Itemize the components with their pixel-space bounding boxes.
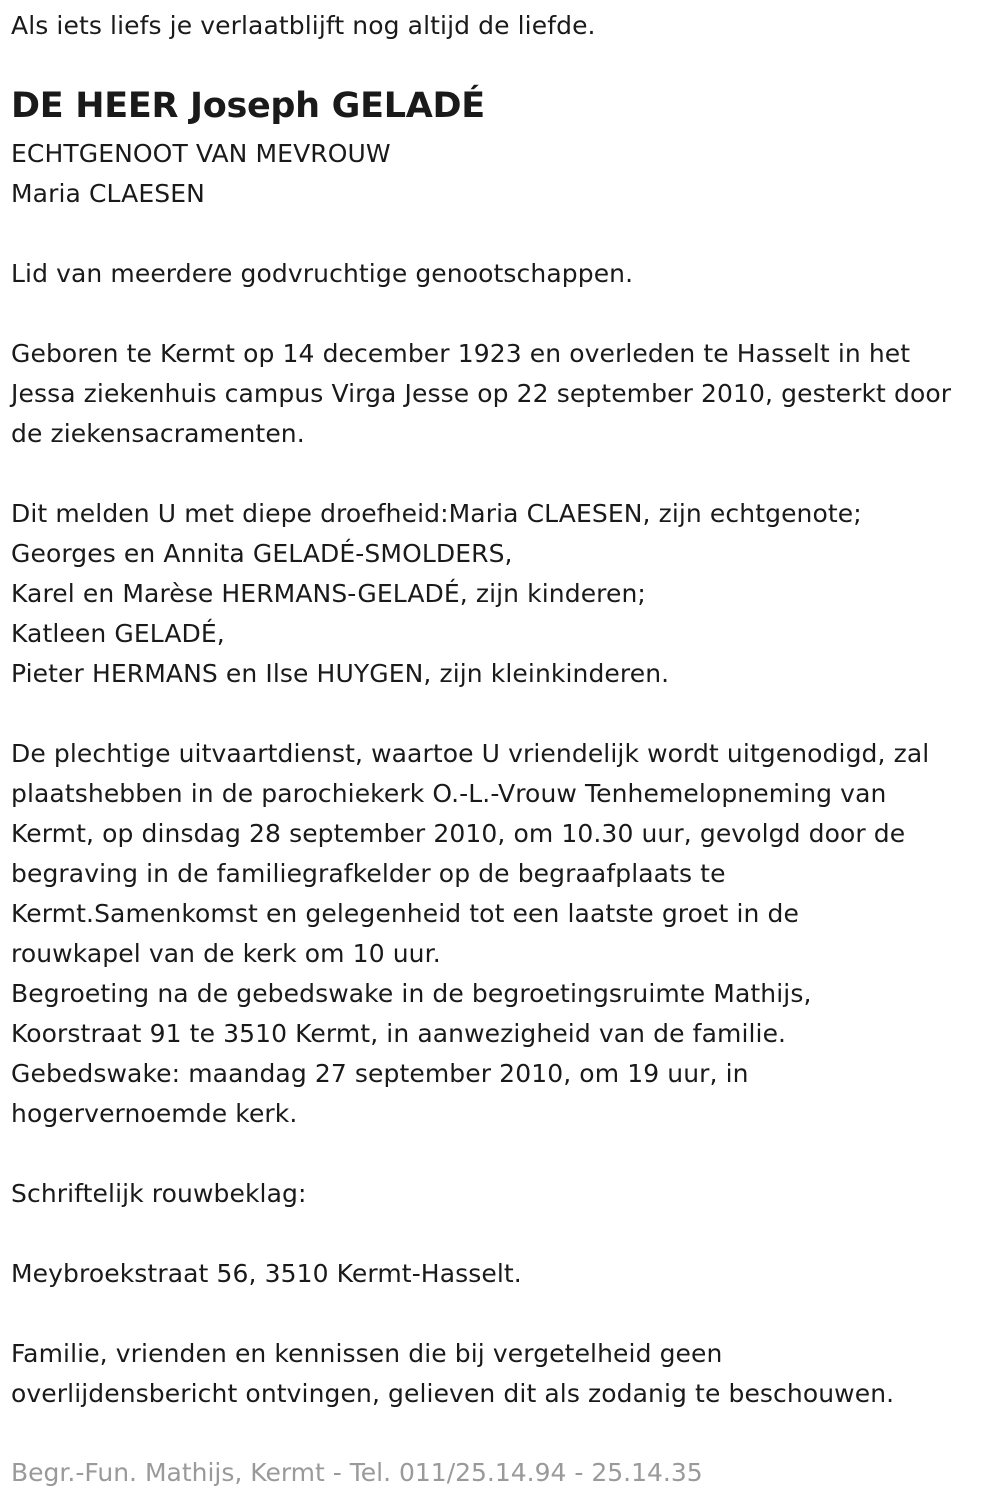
- ceremony-line: Gebedswake: maandag 27 september 2010, om 19 uur, in: [11, 1059, 749, 1088]
- family-line: Karel en Marèse HERMANS-GELADÉ, zijn kinderen;: [11, 579, 646, 608]
- ceremony-line: hogervernoemde kerk.: [11, 1099, 298, 1128]
- closing-line: Familie, vrienden en kennissen die bij vergetelheid geen: [11, 1339, 723, 1368]
- ceremony-line: De plechtige uitvaartdienst, waartoe U vriendelijk wordt uitgenodigd, zal: [11, 739, 930, 768]
- condolence-label-block: [11, 1174, 307, 1214]
- funeral-home-footer: Begr.-Fun. Mathijs, Kermt - Tel. 011/25.14.94 - 25.14.35: [11, 1458, 703, 1487]
- family-line: Georges en Annita GELADÉ-SMOLDERS,: [11, 539, 513, 568]
- motto: Als iets liefs je verlaatblijft nog altijd de liefde.: [11, 11, 596, 40]
- deceased-name: DE HEER Joseph GELADÉ: [11, 86, 485, 126]
- membership-block: [11, 254, 633, 294]
- ceremony-line: plaatshebben in de parochiekerk O.-L.-Vrouw Tenhemelopneming van: [11, 779, 887, 808]
- birth-death-line: Jessa ziekenhuis campus Virga Jesse op 22 september 2010, gesterkt door: [11, 379, 952, 408]
- ceremony-line: Kermt, op dinsdag 28 september 2010, om 10.30 uur, gevolgd door de: [11, 819, 906, 848]
- closing-line: overlijdensbericht ontvingen, gelieven dit als zodanig te beschouwen.: [11, 1379, 895, 1408]
- condolence-address: Meybroekstraat 56, 3510 Kermt-Hasselt.: [11, 1259, 522, 1288]
- family-line: Katleen GELADÉ,: [11, 619, 225, 648]
- ceremony-line: Kermt.Samenkomst en gelegenheid tot een laatste groet in de: [11, 899, 799, 928]
- membership-text: Lid van meerdere godvruchtige genootschappen.: [11, 259, 634, 288]
- condolence-label: Schriftelijk rouwbeklag:: [11, 1179, 307, 1208]
- spouse-block: [11, 134, 391, 214]
- birth-death-block: [11, 334, 951, 454]
- birth-death-line: de ziekensacramenten.: [11, 419, 305, 448]
- spouse-line: ECHTGENOOT VAN MEVROUW: [11, 139, 391, 168]
- condolence-address-block: [11, 1254, 522, 1294]
- family-block: [11, 494, 862, 694]
- family-line: Dit melden U met diepe droefheid:Maria CLAESEN, zijn echtgenote;: [11, 499, 862, 528]
- ceremony-block: [11, 734, 929, 1134]
- ceremony-line: Koorstraat 91 te 3510 Kermt, in aanwezigheid van de familie.: [11, 1019, 787, 1048]
- birth-death-line: Geboren te Kermt op 14 december 1923 en overleden te Hasselt in het: [11, 339, 911, 368]
- closing-block: [11, 1334, 894, 1414]
- spouse-line: Maria CLAESEN: [11, 179, 205, 208]
- ceremony-line: Begroeting na de gebedswake in de begroetingsruimte Mathijs,: [11, 979, 812, 1008]
- family-line: Pieter HERMANS en Ilse HUYGEN, zijn kleinkinderen.: [11, 659, 670, 688]
- ceremony-line: rouwkapel van de kerk om 10 uur.: [11, 939, 441, 968]
- ceremony-line: begraving in de familiegrafkelder op de begraafplaats te: [11, 859, 726, 888]
